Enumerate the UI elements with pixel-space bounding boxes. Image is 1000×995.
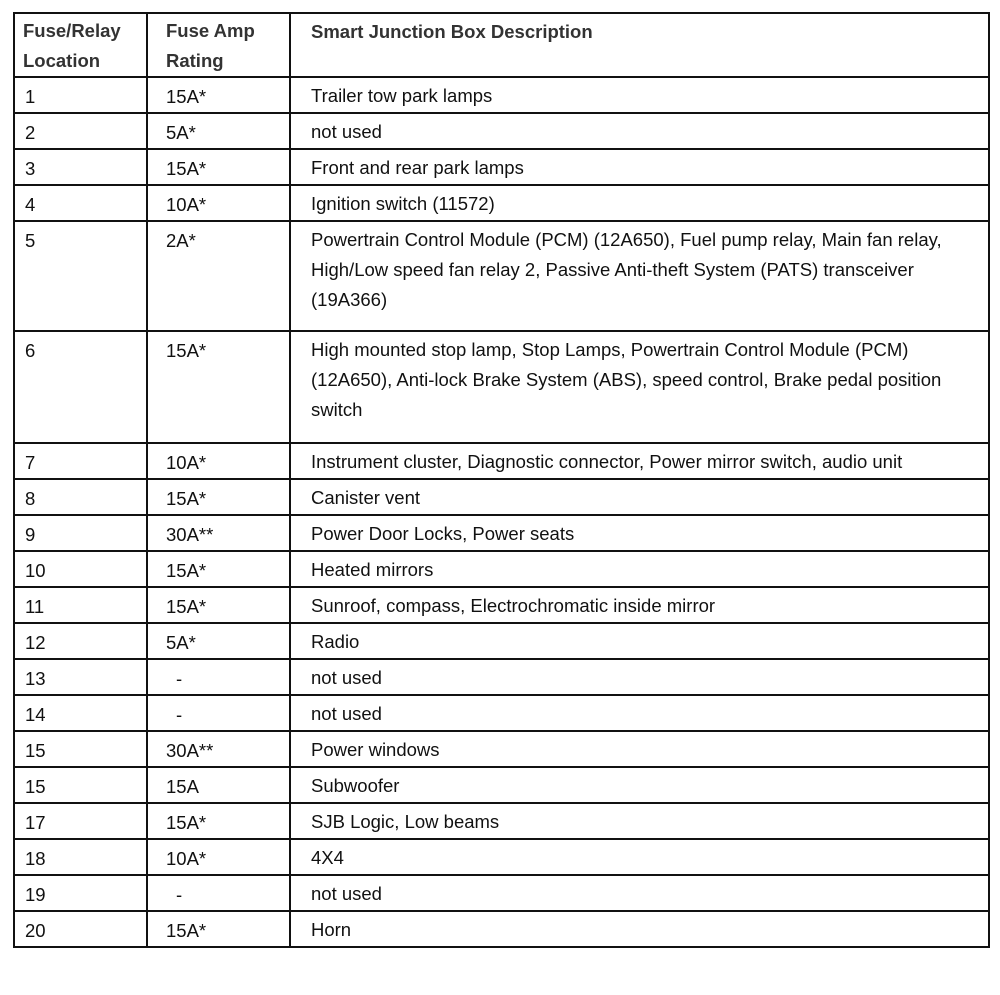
cell-location: 3 <box>14 149 147 185</box>
cell-location: 7 <box>14 443 147 479</box>
cell-description: Subwoofer <box>290 767 989 803</box>
cell-location: 11 <box>14 587 147 623</box>
header-location-line1: Fuse/Relay <box>23 20 121 41</box>
header-rating <box>147 13 290 77</box>
cell-description: Front and rear park lamps <box>290 149 989 185</box>
cell-location: 12 <box>14 623 147 659</box>
cell-rating: 15A* <box>147 77 290 113</box>
table-row <box>14 731 989 767</box>
cell-rating: 15A* <box>147 331 290 443</box>
cell-location: 15 <box>14 767 147 803</box>
cell-rating: 15A* <box>147 149 290 185</box>
cell-description: Powertrain Control Module (PCM) (12A650), Fuel pump relay, Main fan relay, High/Low speed fan relay 2, Passive Anti-theft System (PATS) transceiver (19A366) <box>290 221 989 331</box>
header-rating-line2: Rating <box>166 50 224 71</box>
table-row <box>14 623 989 659</box>
table-row <box>14 113 989 149</box>
cell-location: 20 <box>14 911 147 947</box>
cell-location: 9 <box>14 515 147 551</box>
cell-location: 5 <box>14 221 147 331</box>
cell-location: 2 <box>14 113 147 149</box>
cell-location: 4 <box>14 185 147 221</box>
cell-description: Trailer tow park lamps <box>290 77 989 113</box>
table-row <box>14 479 989 515</box>
header-description-text: Smart Junction Box Description <box>311 21 593 42</box>
table-row <box>14 587 989 623</box>
cell-description: Heated mirrors <box>290 551 989 587</box>
table-row <box>14 911 989 947</box>
cell-rating: 30A** <box>147 515 290 551</box>
cell-location: 13 <box>14 659 147 695</box>
fuse-relay-table <box>13 12 990 948</box>
table-row <box>14 803 989 839</box>
cell-rating: 10A* <box>147 443 290 479</box>
cell-description: Ignition switch (11572) <box>290 185 989 221</box>
cell-rating: - <box>147 695 290 731</box>
table-row <box>14 331 989 443</box>
cell-description: not used <box>290 113 989 149</box>
table-row <box>14 77 989 113</box>
table-row <box>14 875 989 911</box>
cell-location: 17 <box>14 803 147 839</box>
cell-rating: 15A* <box>147 911 290 947</box>
cell-location: 8 <box>14 479 147 515</box>
cell-description: High mounted stop lamp, Stop Lamps, Powertrain Control Module (PCM) (12A650), Anti-lock Brake System (ABS), speed control, Brake pedal position switch <box>290 331 989 443</box>
cell-rating: 2A* <box>147 221 290 331</box>
cell-location: 15 <box>14 731 147 767</box>
table-row <box>14 659 989 695</box>
table-row <box>14 839 989 875</box>
table-row <box>14 515 989 551</box>
cell-description: Radio <box>290 623 989 659</box>
fuse-table-container <box>13 12 990 948</box>
header-rating-line1: Fuse Amp <box>166 20 255 41</box>
cell-location: 18 <box>14 839 147 875</box>
cell-description: 4X4 <box>290 839 989 875</box>
table-row <box>14 695 989 731</box>
cell-description: Canister vent <box>290 479 989 515</box>
cell-rating: 15A* <box>147 479 290 515</box>
cell-description: Sunroof, compass, Electrochromatic inside mirror <box>290 587 989 623</box>
cell-description: not used <box>290 695 989 731</box>
cell-rating: 30A** <box>147 731 290 767</box>
cell-rating: 15A* <box>147 551 290 587</box>
cell-rating: 5A* <box>147 623 290 659</box>
table-row <box>14 551 989 587</box>
cell-rating: 15A* <box>147 587 290 623</box>
cell-description: not used <box>290 659 989 695</box>
cell-location: 19 <box>14 875 147 911</box>
cell-description: Power windows <box>290 731 989 767</box>
header-location <box>14 13 147 77</box>
cell-location: 1 <box>14 77 147 113</box>
table-row <box>14 443 989 479</box>
cell-description: Horn <box>290 911 989 947</box>
cell-rating: 15A* <box>147 803 290 839</box>
cell-location: 14 <box>14 695 147 731</box>
table-row <box>14 767 989 803</box>
cell-description: Power Door Locks, Power seats <box>290 515 989 551</box>
table-row <box>14 185 989 221</box>
cell-location: 6 <box>14 331 147 443</box>
header-description <box>290 13 989 77</box>
cell-description: SJB Logic, Low beams <box>290 803 989 839</box>
cell-rating: - <box>147 659 290 695</box>
cell-description: Instrument cluster, Diagnostic connector, Power mirror switch, audio unit <box>290 443 989 479</box>
cell-rating: 15A <box>147 767 290 803</box>
cell-location: 10 <box>14 551 147 587</box>
header-location-line2: Location <box>23 50 101 71</box>
cell-rating: 10A* <box>147 839 290 875</box>
cell-rating: 10A* <box>147 185 290 221</box>
table-header-row <box>14 13 989 77</box>
cell-rating: 5A* <box>147 113 290 149</box>
cell-description: not used <box>290 875 989 911</box>
cell-rating: - <box>147 875 290 911</box>
table-row <box>14 221 989 331</box>
table-row <box>14 149 989 185</box>
